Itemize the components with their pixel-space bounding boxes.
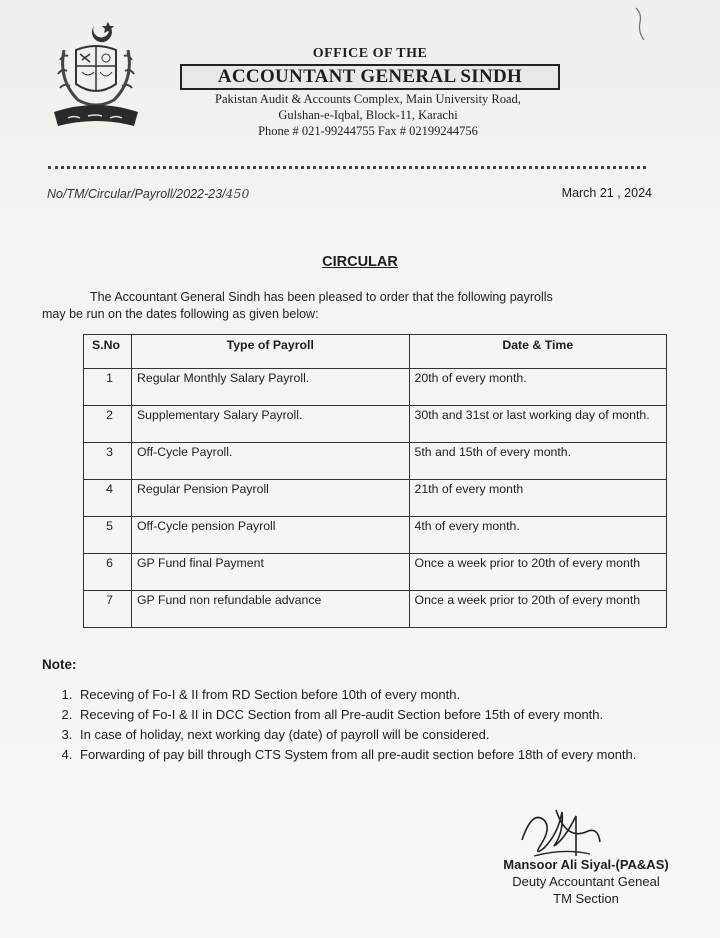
- header-date: Date & Time: [409, 335, 666, 369]
- row-sno: 7: [84, 591, 132, 628]
- row-type: GP Fund final Payment: [131, 554, 409, 591]
- row-type: Off-Cycle Payroll.: [131, 443, 409, 480]
- row-date: 4th of every month.: [409, 517, 666, 554]
- header-divider: [48, 166, 646, 169]
- row-type: Regular Pension Payroll: [131, 480, 409, 517]
- phone-fax: Phone # 021-99244755 Fax # 02199244756: [258, 124, 478, 138]
- intro-line-2: may be run on the dates following as given below:: [42, 307, 319, 321]
- table-row: [84, 406, 667, 443]
- intro-line-1: The Accountant General Sindh has been pleased to order that the following payrolls: [90, 290, 553, 304]
- table-row: [84, 517, 667, 554]
- header-type: Type of Payroll: [131, 335, 409, 369]
- row-type: Off-Cycle pension Payroll: [131, 517, 409, 554]
- circular-date: March 21 , 2024: [561, 186, 652, 200]
- row-date: 21th of every month: [409, 480, 666, 517]
- row-date: Once a week prior to 20th of every month: [409, 591, 666, 628]
- row-date: 30th and 31st or last working day of month.: [409, 406, 666, 443]
- circular-title: CIRCULAR: [322, 254, 398, 270]
- row-sno: 6: [84, 554, 132, 591]
- header-sno: S.No: [84, 335, 132, 369]
- row-sno: 4: [84, 480, 132, 517]
- signatory-name: Mansoor Ali Siyal-(PA&AS): [503, 857, 669, 872]
- row-type: Supplementary Salary Payroll.: [131, 406, 409, 443]
- note-item: 2. Receving of Fo-I & II in DCC Section from all Pre-audit Section before 15th of every month.: [76, 706, 716, 723]
- address-line-2: Gulshan-e-Iqbal, Block-11, Karachi: [278, 108, 458, 122]
- table-header-row: [84, 335, 667, 369]
- note-item: 3. In case of holiday, next working day (date) of payroll will be considered.: [76, 726, 716, 743]
- department-title: ACCOUNTANT GENERAL SINDH: [180, 64, 560, 90]
- table-row: [84, 369, 667, 406]
- row-type: GP Fund non refundable advance: [131, 591, 409, 628]
- row-sno: 3: [84, 443, 132, 480]
- table-row: [84, 591, 667, 628]
- office-of-heading: OFFICE OF THE: [312, 46, 428, 61]
- row-date: 5th and 15th of every month.: [409, 443, 666, 480]
- note-item: 4. Forwarding of pay bill through CTS System from all pre-audit section before 18th of every month.: [76, 746, 716, 763]
- intro-paragraph: [42, 289, 678, 323]
- government-emblem-icon: [50, 20, 142, 138]
- reference-number: [47, 186, 249, 201]
- notes-list: [50, 686, 716, 766]
- reference-prefix: No/TM/Circular/Payroll/2022-23/: [47, 187, 226, 201]
- reference-handwritten-number: 450: [225, 186, 250, 201]
- signatory-block: [466, 856, 706, 907]
- note-item: 1. Receving of Fo-I & II from RD Section before 10th of every month.: [76, 686, 716, 703]
- signatory-designation: Deuty Accountant Geneal: [512, 874, 660, 889]
- row-type: Regular Monthly Salary Payroll.: [131, 369, 409, 406]
- table-row: [84, 480, 667, 517]
- table-row: [84, 443, 667, 480]
- address-line-1: Pakistan Audit & Accounts Complex, Main University Road,: [215, 92, 521, 106]
- handwritten-mark-icon: [632, 6, 648, 46]
- row-sno: 1: [84, 369, 132, 406]
- row-sno: 2: [84, 406, 132, 443]
- row-sno: 5: [84, 517, 132, 554]
- table-row: [84, 554, 667, 591]
- signatory-section: TM Section: [553, 891, 619, 906]
- row-date: Once a week prior to 20th of every month: [409, 554, 666, 591]
- notes-heading: Note:: [42, 657, 77, 672]
- row-date: 20th of every month.: [409, 369, 666, 406]
- payroll-table: [83, 334, 667, 628]
